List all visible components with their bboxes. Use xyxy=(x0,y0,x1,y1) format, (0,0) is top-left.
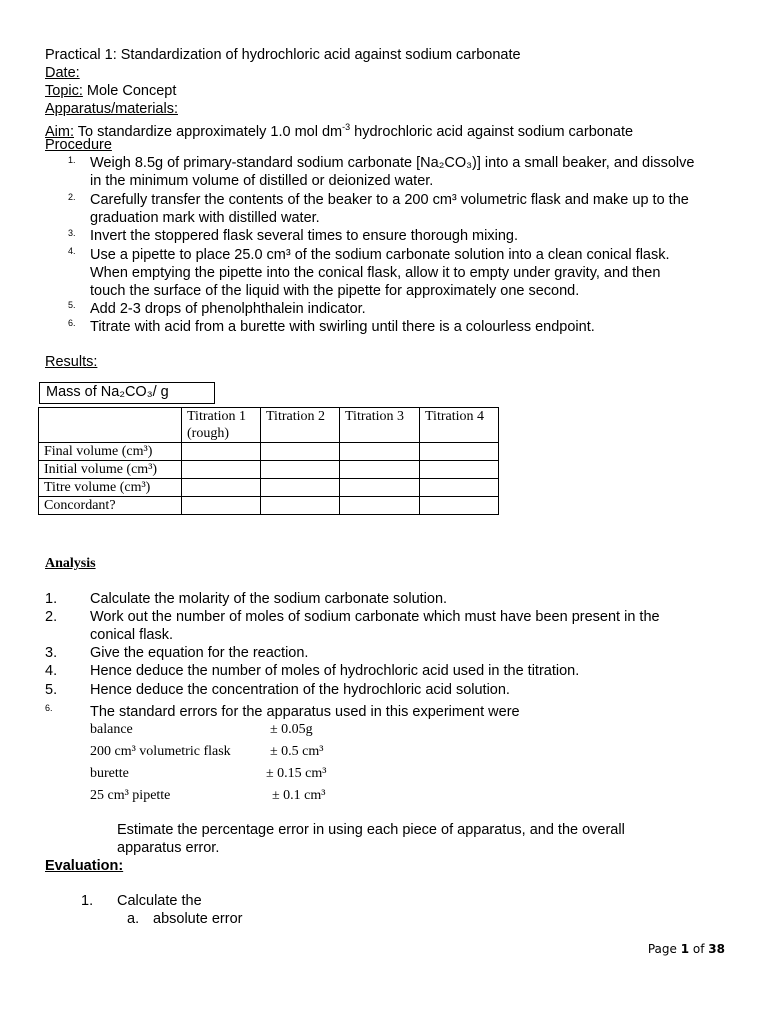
table-row xyxy=(39,497,499,515)
estimate-text: Estimate the percentage error in using each piece of apparatus, and the overall xyxy=(117,822,625,838)
error-value: ± 0.15 cm³ xyxy=(266,766,327,781)
step-text: Add 2-3 drops of phenolphthalein indicator. xyxy=(90,301,366,317)
row-label: Titre volume (cm³) xyxy=(39,479,182,497)
step-text: Invert the stoppered flask several times to ensure thorough mixing. xyxy=(90,228,518,244)
table-cell[interactable] xyxy=(182,479,261,497)
aim-text-1: To standardize approximately 1.0 mol dm xyxy=(74,123,343,140)
table-row xyxy=(39,479,499,497)
table-cell[interactable] xyxy=(340,479,420,497)
row-label: Initial volume (cm³) xyxy=(39,461,182,479)
aim-text-2: hydrochloric acid against sodium carbonate xyxy=(350,123,634,140)
mass-label: Mass of Na₂CO₃/ g xyxy=(46,384,169,400)
table-header-cell xyxy=(39,408,182,443)
step-text: Titrate with acid from a burette with swirling until there is a colourless endpoint. xyxy=(90,319,595,335)
procedure-label: Procedure xyxy=(45,137,112,153)
error-value: ± 0.5 cm³ xyxy=(270,744,324,759)
step-text: When emptying the pipette into the conical flask, allow it to empty under gravity, and then xyxy=(90,265,661,281)
analysis-number: 4. xyxy=(45,663,58,679)
analysis-text: The standard errors for the apparatus used in this experiment were xyxy=(90,704,520,720)
step-number: 6. xyxy=(68,318,76,328)
step-text: in the minimum volume of distilled or deionized water. xyxy=(90,173,434,189)
error-value: ± 0.1 cm³ xyxy=(272,788,326,803)
error-value: ± 0.05g xyxy=(270,722,313,737)
table-cell[interactable] xyxy=(420,497,499,515)
analysis-text: Work out the number of moles of sodium carbonate which must have been present in the xyxy=(90,609,660,625)
table-cell[interactable] xyxy=(261,497,340,515)
evaluation-text: Calculate the xyxy=(117,893,202,909)
table-header-cell: Titration 2 xyxy=(261,408,340,443)
error-item: 25 cm³ pipette xyxy=(90,788,171,803)
step-text: Carefully transfer the contents of the beaker to a 200 cm³ volumetric flask and make up to the xyxy=(90,192,689,208)
step-number: 4. xyxy=(68,246,76,256)
table-cell[interactable] xyxy=(261,461,340,479)
evaluation-sub-number: a. xyxy=(127,911,140,927)
step-number: 2. xyxy=(68,192,76,202)
table-cell[interactable] xyxy=(420,461,499,479)
table-header-cell: Titration 4 xyxy=(420,408,499,443)
aim-sup: -3 xyxy=(342,122,351,132)
analysis-label: Analysis xyxy=(45,556,96,571)
row-label: Concordant? xyxy=(39,497,182,515)
table-cell[interactable] xyxy=(340,461,420,479)
date-label: Date: xyxy=(45,65,80,81)
estimate-text: apparatus error. xyxy=(117,840,220,856)
analysis-number: 2. xyxy=(45,609,58,625)
error-item: 200 cm³ volumetric flask xyxy=(90,744,231,759)
table-cell[interactable] xyxy=(420,479,499,497)
step-text: graduation mark with distilled water. xyxy=(90,210,320,226)
table-row xyxy=(39,461,499,479)
table-cell[interactable] xyxy=(420,443,499,461)
table-cell[interactable] xyxy=(261,479,340,497)
page-total: 38 xyxy=(708,942,725,956)
aim-label: Aim: xyxy=(45,123,74,140)
mass-box xyxy=(39,382,215,404)
evaluation-sub-text: absolute error xyxy=(153,911,243,927)
analysis-text: conical flask. xyxy=(90,627,174,643)
step-number: 1. xyxy=(68,155,76,165)
analysis-number: 1. xyxy=(45,591,58,607)
results-table xyxy=(38,407,499,515)
table-cell[interactable] xyxy=(261,443,340,461)
step-number: 3. xyxy=(68,228,76,238)
topic-line xyxy=(45,82,176,100)
analysis-number: 3. xyxy=(45,645,58,661)
topic-label: Topic: xyxy=(45,83,83,99)
evaluation-number: 1. xyxy=(81,893,94,909)
table-cell[interactable] xyxy=(182,443,261,461)
results-label: Results: xyxy=(45,354,98,370)
table-cell[interactable] xyxy=(182,497,261,515)
analysis-number: 6. xyxy=(45,703,53,713)
aim-line xyxy=(45,118,633,141)
analysis-text: Hence deduce the number of moles of hydrochloric acid used in the titration. xyxy=(90,663,580,679)
error-item: balance xyxy=(90,722,133,737)
step-text: Use a pipette to place 25.0 cm³ of the sodium carbonate solution into a clean conical flask. xyxy=(90,247,670,263)
table-header-row xyxy=(39,408,499,443)
error-item: burette xyxy=(90,766,129,781)
table-cell[interactable] xyxy=(182,461,261,479)
analysis-text: Calculate the molarity of the sodium carbonate solution. xyxy=(90,591,448,607)
analysis-text: Give the equation for the reaction. xyxy=(90,645,309,661)
table-header-cell xyxy=(182,408,261,443)
analysis-text: Hence deduce the concentration of the hydrochloric acid solution. xyxy=(90,682,510,698)
table-cell[interactable] xyxy=(340,497,420,515)
page-of: of xyxy=(689,942,709,956)
table-header-cell: Titration 3 xyxy=(340,408,420,443)
analysis-number: 5. xyxy=(45,682,58,698)
evaluation-label: Evaluation: xyxy=(45,858,124,874)
row-label: Final volume (cm³) xyxy=(39,443,182,461)
practical-title: Practical 1: Standardization of hydrochloric acid against sodium carbonate xyxy=(45,47,521,63)
header-titration-1: Titration 1 (rough) xyxy=(187,409,246,441)
table-cell[interactable] xyxy=(340,443,420,461)
apparatus-label: Apparatus/materials: xyxy=(45,101,178,117)
topic-value: Mole Concept xyxy=(82,83,177,99)
page-footer xyxy=(648,942,725,956)
table-row xyxy=(39,443,499,461)
page-prefix: Page xyxy=(647,942,681,956)
step-text: Weigh 8.5g of primary-standard sodium carbonate [Na₂CO₃)] into a small beaker, and dissolve xyxy=(90,155,695,171)
step-text: touch the surface of the liquid with the pipette for approximately one second. xyxy=(90,283,580,299)
step-number: 5. xyxy=(68,300,76,310)
page-number: 1 xyxy=(680,942,690,956)
